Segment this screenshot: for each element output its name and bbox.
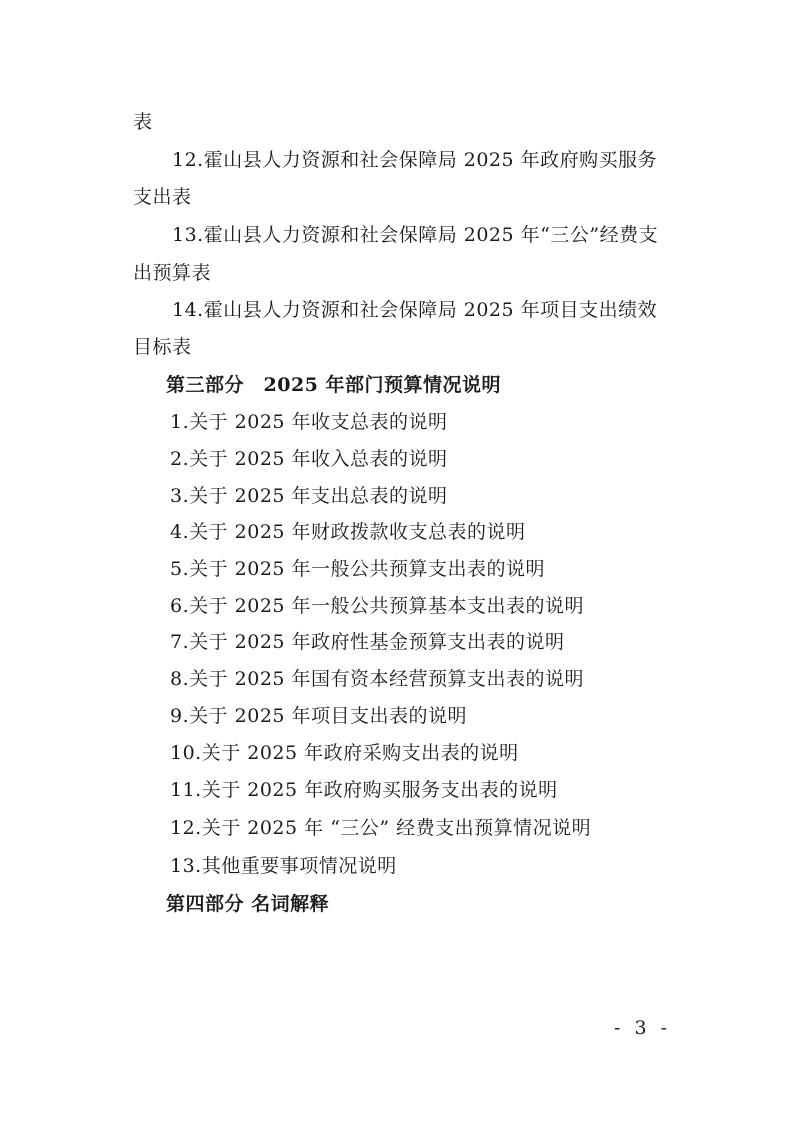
toc-item: 9.关于 2025 年项目支出表的说明 bbox=[170, 705, 468, 727]
toc-item: 6.关于 2025 年一般公共预算基本支出表的说明 bbox=[170, 595, 585, 617]
toc-item: 8.关于 2025 年国有资本经营预算支出表的说明 bbox=[170, 668, 585, 690]
toc-item-13-continued: 出预算表 bbox=[133, 262, 212, 284]
section-heading-part-3: 第三部分 2025 年部门预算情况说明 bbox=[166, 374, 501, 396]
toc-item: 3.关于 2025 年支出总表的说明 bbox=[170, 485, 448, 507]
toc-item-14-continued: 目标表 bbox=[133, 336, 192, 358]
page-number: - 3 - bbox=[614, 1017, 672, 1039]
toc-item: 7.关于 2025 年政府性基金预算支出表的说明 bbox=[170, 631, 565, 653]
toc-item-12-continued: 支出表 bbox=[133, 186, 192, 208]
toc-item: 5.关于 2025 年一般公共预算支出表的说明 bbox=[170, 558, 546, 580]
toc-item: 10.关于 2025 年政府采购支出表的说明 bbox=[170, 742, 519, 764]
toc-item: 4.关于 2025 年财政拨款收支总表的说明 bbox=[170, 521, 526, 543]
continuation-line: 表 bbox=[133, 111, 153, 133]
toc-item: 13.其他重要事项情况说明 bbox=[170, 855, 397, 877]
toc-item: 12.关于 2025 年 “三公” 经费支出预算情况说明 bbox=[170, 817, 592, 839]
toc-item: 1.关于 2025 年收支总表的说明 bbox=[170, 411, 448, 433]
toc-item: 11.关于 2025 年政府购买服务支出表的说明 bbox=[170, 779, 558, 801]
toc-item-13: 13.霍山县人力资源和社会保障局 2025 年“三公”经费支 bbox=[172, 224, 659, 246]
toc-item-12: 12.霍山县人力资源和社会保障局 2025 年政府购买服务 bbox=[172, 149, 658, 171]
section-heading-part-4: 第四部分 名词解释 bbox=[166, 893, 330, 915]
toc-item-14: 14.霍山县人力资源和社会保障局 2025 年项目支出绩效 bbox=[172, 299, 658, 321]
toc-item: 2.关于 2025 年收入总表的说明 bbox=[170, 448, 448, 470]
